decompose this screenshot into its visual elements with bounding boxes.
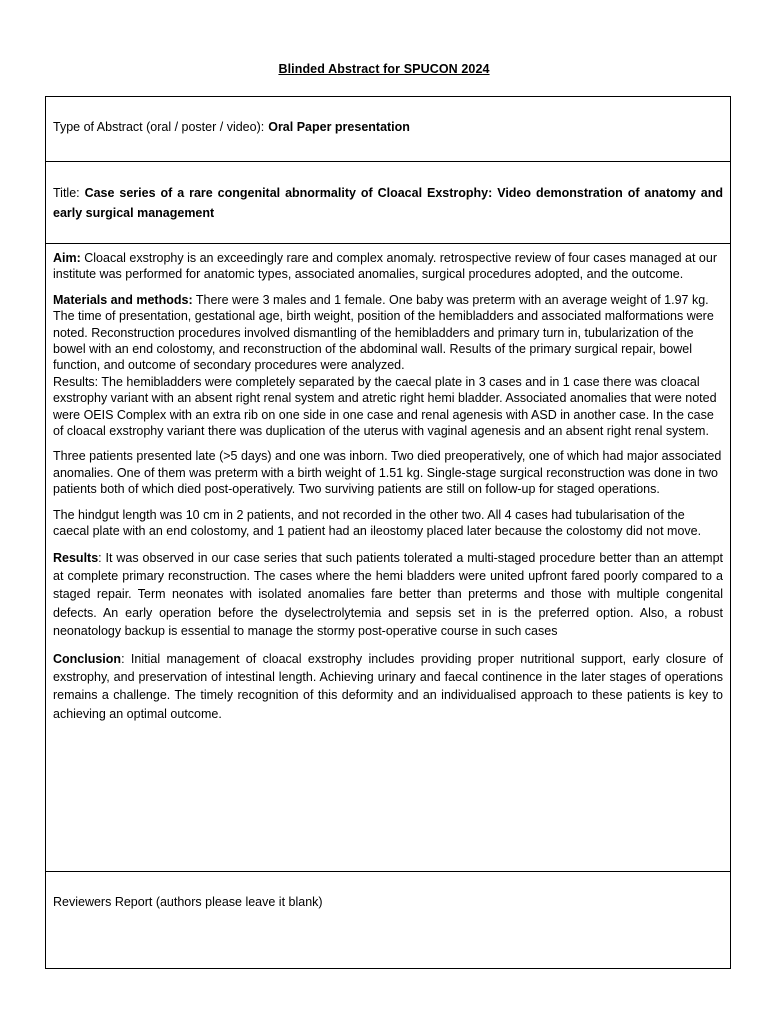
title-text bbox=[53, 183, 723, 223]
title-value: Case series of a rare congenital abnormality of Cloacal Exstrophy: Video demonstration of anatomy and early surgical management bbox=[53, 186, 723, 220]
document-heading: Blinded Abstract for SPUCON 2024 bbox=[278, 62, 490, 76]
abstract-body-row bbox=[46, 244, 730, 872]
abstract-type-value: Oral Paper presentation bbox=[268, 120, 410, 134]
methods-label: Materials and methods: bbox=[53, 292, 193, 307]
hindgut-paragraph: The hindgut length was 10 cm in 2 patients, and not recorded in the other two. All 4 cases had tubularisation of the caecal plate with an end colostomy, and 1 patient had an ileostomy placed later because the colostomy did not move. bbox=[53, 507, 702, 539]
abstract-form-table bbox=[45, 96, 731, 969]
abstract-body bbox=[53, 250, 723, 732]
aim-text: Cloacal exstrophy is an exceedingly rare and complex anomaly. retrospective review of four cases managed at our institute was performed for anatomic types, associated anomalies, surgical procedures adopted, and the outcome. bbox=[53, 251, 717, 282]
results-paragraph bbox=[53, 549, 723, 641]
abstract-type-row bbox=[46, 97, 730, 162]
results-intro-paragraph: Results: The hemibladders were completely separated by the caecal plate in 3 cases and in 1 case there was cloacal exstrophy variant with an absent right renal system and atretic right hemi bladder. Associated anomalies that were noted were OEIS Complex with an extra rib on one side in one case and renal agenesis with ASD in another case. In the case of cloacal exstrophy variant there was duplication of the uterus with vaginal agenesis and an absent right renal system. bbox=[53, 374, 717, 439]
aim-paragraph bbox=[53, 250, 723, 283]
late-presentation-paragraph: Three patients presented late (>5 days) and one was inborn. Two died preoperatively, one of which had major associated anomalies. One of them was preterm with a birth weight of 1.51 kg. Single-stage surgical reconstruction was done in two patients both of which died post-operatively. Two surviving patients are still on follow-up for staged operations. bbox=[53, 449, 722, 497]
methods-text: There were 3 males and 1 female. One baby was preterm with an average weight of 1.97 kg. The time of presentation, gestational age, birth weight, position of the hemibladders and associated malformations were noted. Reconstruction procedures involved dismantling of the hemibladders and primary turn in, tubularization of the bowel with an end colostomy, and reconstruction of the abdominal wall. Results of the primary surgical repair, bowel function, and outcome of secondary procedures were analyzed. bbox=[53, 292, 714, 373]
abstract-type-line bbox=[53, 120, 410, 134]
title-label: Title: bbox=[53, 186, 85, 200]
results-label: Results bbox=[53, 550, 99, 565]
abstract-type-label: Type of Abstract (oral / poster / video): bbox=[53, 120, 265, 134]
aim-label: Aim: bbox=[53, 251, 81, 265]
reviewers-report-row bbox=[46, 872, 730, 969]
title-row bbox=[46, 162, 730, 244]
reviewers-report-label: Reviewers Report (authors please leave it blank) bbox=[53, 895, 323, 909]
conclusion-text: : Initial management of cloacal exstrophy includes providing proper nutritional support, early closure of exstrophy, and preservation of intestinal length. Achieving urinary and faecal continence in the later stages of operations remains a challenge. The timely recognition of this deformity and an individualised approach to these patients is key to achieving an optimal outcome. bbox=[53, 651, 723, 721]
conclusion-paragraph bbox=[53, 650, 723, 724]
conclusion-label: Conclusion bbox=[53, 651, 122, 666]
methods-paragraph bbox=[53, 292, 723, 374]
results-text: : It was observed in our case series that such patients tolerated a multi-staged procedure better than an attempt at complete primary reconstruction. The cases where the hemi bladders were united upfront fared poorly compared to a staged repair. Term neonates with isolated anomalies fare better than preterms and those with multiple congenital defects. An early operation before the dyselectrolytemia and sepsis set in is the preferred option. Also, a robust neonatology backup is essential to manage the stormy post-operative course in such cases bbox=[53, 550, 723, 639]
